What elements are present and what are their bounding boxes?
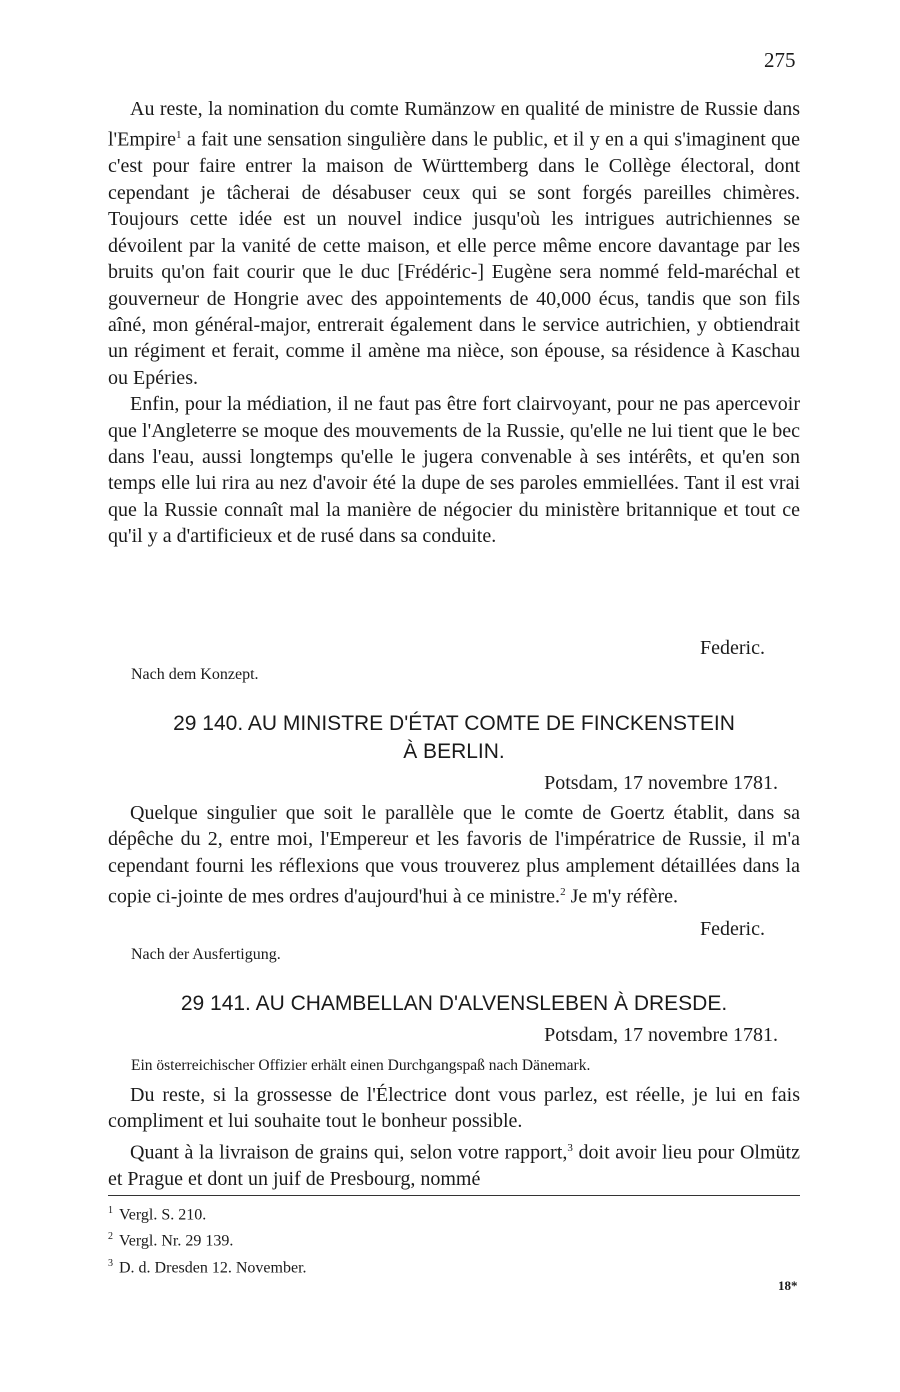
sheet-signature: 18*	[778, 1278, 798, 1293]
heading-line: 29 140. AU MINISTRE D'ÉTAT COMTE DE FINCKENSTEIN	[173, 712, 735, 735]
letter-body	[108, 1082, 800, 1192]
footnote-text: Vergl. Nr. 29 139.	[119, 1232, 234, 1250]
signature: Federic.	[700, 637, 765, 659]
paragraph-text: Je m'y réfère.	[565, 885, 678, 908]
dateline: Potsdam, 17 novembre 1781.	[544, 772, 778, 794]
footnote-mark: 2	[108, 1231, 113, 1243]
source-note: Nach der Ausfertigung.	[131, 946, 281, 963]
footnote-rule	[108, 1195, 800, 1196]
paragraph-text: Quelque singulier que soit le parallèle que le comte de Goertz établit, dans sa dépêche du 2, entre moi, l'Empereur et les favoris de l'impératrice de Russie, il m'a cependant fourni les réflexions que vous trouverez plus amplement détaillées dans la copie ci-jointe de mes ordres d'aujourd'hui à ce ministre.	[108, 802, 800, 908]
letter-heading: 29 141. AU CHAMBELLAN D'ALVENSLEBEN À DRESDE.	[180, 992, 728, 1015]
paragraph-text: Au reste, la nomination du comte Rumänzow en qualité de ministre de Russie dans l'Empire	[108, 98, 800, 152]
letter-heading	[108, 710, 800, 766]
regest: Ein österreichischer Offizier erhält einen Durchgangspaß nach Dänemark.	[131, 1057, 591, 1074]
paragraph: Du reste, si la grossesse de l'Électrice dont vous parlez, est réelle, je lui en fais compliment et lui souhaite tout le bonheur possible.	[108, 1084, 800, 1133]
footnote	[108, 1253, 307, 1279]
letter-continuation	[108, 96, 800, 550]
footnote-mark: 3	[108, 1257, 113, 1269]
footnotes	[108, 1200, 307, 1279]
footnote-ref: 2	[560, 886, 566, 899]
heading-line: À BERLIN.	[403, 740, 505, 763]
signature: Federic.	[700, 918, 765, 940]
source-note: Nach dem Konzept.	[131, 666, 259, 683]
paragraph	[108, 800, 800, 910]
footnote-text: D. d. Dresden 12. November.	[119, 1258, 307, 1276]
paragraph	[108, 96, 800, 391]
paragraph	[108, 1135, 800, 1192]
paragraph-text: Quant à la livraison de grains qui, selon votre rapport,	[130, 1141, 568, 1164]
paragraph: Enfin, pour la médiation, il ne faut pas être fort clairvoyant, pour ne pas apercevoir que l'Angleterre se moque des mouvements de la Russie, qu'elle ne lui tient que le bec dans l'eau, aussi longtemps qu'elle le jugera convenable à ses intérêts, et qu'en son temps elle lui rira au nez d'avoir été la dupe de ses paroles emmiellées. Tant il est vrai que la Russie connaît mal la manière de négocier du ministère britannique et tout ce qu'il y a d'artificieux et de rusé dans sa conduite.	[108, 393, 800, 548]
footnote-text: Vergl. S. 210.	[119, 1206, 207, 1224]
paragraph-text: doit avoir lieu pour Olmütz et Prague et dont un juif de Presbourg, nommé	[108, 1141, 800, 1190]
paragraph-text: a fait une sensation singulière dans le public, et il y en a qui s'imaginent que c'est pour faire entrer la maison de Württemberg dans le Collège électoral, dont cependant je tâcherai de désabuser ceux qui se sont forgés pareilles chimères. Toujours cette idée est un nouvel indice jusqu'où les intrigues autrichiennes se dévoilent par la vanité de cette maison, et elle perce même encore davantage par les bruits qu'on fait courir que le duc [Frédéric-] Eugène sera nommé feld-maréchal et gouverneur de Hongrie avec des appointements de 40,000 écus, tandis que son fils aîné, mon général-major, entrerait également dans le service autrichien, y obtiendrait un régiment et ferait, comme il amène ma nièce, son épouse, sa résidence à Kaschau ou Epéries.	[108, 129, 800, 389]
footnote-ref: 3	[567, 1141, 573, 1154]
footnote-ref: 1	[176, 129, 182, 142]
footnote	[108, 1226, 307, 1252]
letter-body	[108, 800, 800, 910]
footnote-mark: 1	[108, 1205, 113, 1216]
dateline: Potsdam, 17 novembre 1781.	[544, 1024, 778, 1046]
page-number: 275	[764, 48, 796, 72]
footnote	[108, 1200, 307, 1226]
